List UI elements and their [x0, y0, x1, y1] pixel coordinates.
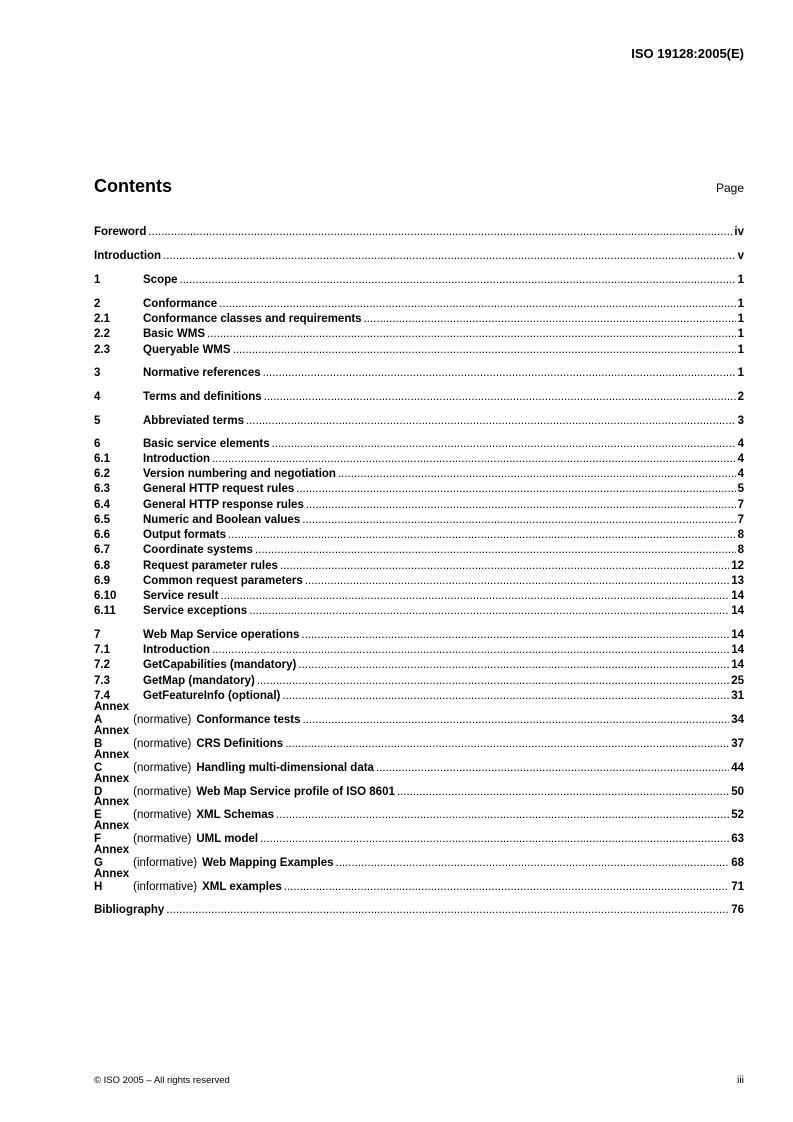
toc-leader-dots: [207, 328, 736, 341]
toc-entry-number: 3: [94, 367, 101, 379]
toc-leader-dots: [302, 714, 729, 727]
toc-entry-page: 12: [731, 560, 744, 572]
toc-leader-dots: [296, 483, 735, 496]
toc-entry[interactable]: [94, 773, 744, 799]
toc-entry-page: 68: [731, 857, 744, 869]
toc-entry-title: CRS Definitions: [196, 738, 284, 750]
toc-entry[interactable]: [94, 296, 744, 311]
toc-entry-number: 6: [94, 438, 101, 450]
toc-entry-page: 50: [731, 786, 744, 798]
toc-entry-title: General HTTP response rules: [143, 499, 304, 511]
toc-leader-dots: [246, 415, 736, 428]
toc-entry[interactable]: [94, 248, 744, 263]
footer-copyright: © ISO 2005 – All rights reserved: [94, 1075, 230, 1086]
toc-entry-title: XML Schemas: [196, 809, 275, 821]
toc-entry-title: Queryable WMS: [143, 344, 231, 356]
toc-leader-dots: [260, 833, 729, 846]
toc-entry-number: 7.3: [94, 675, 110, 687]
toc-entry[interactable]: [94, 466, 744, 481]
toc-entry[interactable]: [94, 868, 744, 894]
toc-entry-number: 6.9: [94, 575, 110, 587]
toc-entry-number: 6.11: [94, 605, 116, 617]
toc-entry-title: Output formats: [143, 529, 227, 541]
toc-entry[interactable]: [94, 820, 744, 846]
toc-entry-title: Request parameter rules: [143, 560, 278, 572]
toc-entry[interactable]: [94, 657, 744, 672]
footer-page-number: iii: [737, 1074, 744, 1086]
toc-entry-number: 6.8: [94, 560, 110, 572]
toc-entry-page: 44: [731, 762, 744, 774]
toc-leader-dots: [306, 499, 736, 512]
toc-entry-number: 7.1: [94, 644, 110, 656]
toc-entry[interactable]: [94, 642, 744, 657]
document-id: ISO 19128:2005(E): [631, 46, 744, 61]
toc-entry-number: 6.10: [94, 590, 117, 602]
toc-entry-title: Web Map Service operations: [143, 629, 300, 641]
toc-entry-number: 6.6: [94, 529, 110, 541]
toc-entry[interactable]: [94, 224, 744, 239]
toc-entry-number: 6.3: [94, 483, 110, 495]
toc-entry-title: Scope: [143, 274, 178, 286]
toc-entry-title: General HTTP request rules: [143, 483, 295, 495]
toc-entry-number: 7: [94, 629, 101, 641]
toc-entry-number: 4: [94, 391, 101, 403]
toc-leader-dots: [305, 575, 729, 588]
toc-leader-dots: [302, 514, 735, 527]
toc-annex-label: Annex C: [94, 749, 130, 774]
toc-entry-page: 8: [737, 544, 744, 556]
toc-annex-type: (informative): [133, 857, 198, 869]
toc-leader-dots: [282, 690, 729, 703]
toc-entry[interactable]: [94, 342, 744, 357]
toc-entry-page: 1: [737, 274, 744, 286]
toc-entry-title: Conformance tests: [196, 714, 301, 726]
toc-entry-title: Basic WMS: [143, 328, 205, 340]
toc-annex-type: (normative): [133, 833, 192, 845]
toc-leader-dots: [276, 809, 729, 822]
toc-leader-dots: [301, 629, 729, 642]
toc-leader-dots: [220, 590, 729, 603]
toc-entry-number: 7.4: [94, 690, 110, 702]
toc-leader-dots: [284, 881, 729, 894]
toc-entry[interactable]: [94, 902, 744, 917]
toc-leader-dots: [257, 675, 729, 688]
toc-entry-title: Conformance: [143, 298, 218, 310]
toc-entry[interactable]: [94, 573, 744, 588]
toc-entry[interactable]: [94, 497, 744, 512]
toc-entry[interactable]: [94, 844, 744, 870]
toc-entry-page: 5: [737, 483, 744, 495]
toc-entry-number: 6.1: [94, 453, 110, 465]
toc-entry-title: Handling multi-dimensional data: [196, 762, 374, 774]
toc-entry-title: UML model: [196, 833, 259, 845]
toc-entry-title: XML examples: [202, 881, 282, 893]
toc-annex-label: Annex D: [94, 773, 130, 798]
toc-entry-title: Introduction: [143, 644, 211, 656]
toc-entry[interactable]: [94, 749, 744, 775]
toc-entry-page: 76: [731, 904, 744, 916]
toc-entry[interactable]: [94, 688, 744, 703]
toc-entry[interactable]: [94, 512, 744, 527]
toc-entry-page: 1: [737, 298, 744, 310]
contents-title: Contents: [94, 176, 172, 196]
toc-entry-page: 14: [731, 605, 744, 617]
toc-entry-page: iv: [734, 226, 744, 238]
toc-annex-label: Annex A: [94, 701, 130, 726]
toc-leader-dots: [263, 367, 736, 380]
toc-entry-page: 2: [737, 391, 744, 403]
toc-entry[interactable]: [94, 542, 744, 557]
toc-entry-page: 1: [737, 313, 744, 325]
toc-entry-number: 6.4: [94, 499, 110, 511]
toc-entry-title: Service result: [143, 590, 219, 602]
toc-annex-type: (normative): [133, 786, 192, 798]
toc-entry[interactable]: [94, 436, 744, 451]
toc-entry-title: GetFeatureInfo (optional): [143, 690, 281, 702]
toc-leader-dots: [376, 762, 729, 775]
toc-entry-number: 5: [94, 415, 101, 427]
toc-leader-dots: [219, 298, 735, 311]
toc-entry-number: 2.3: [94, 344, 110, 356]
toc-entry-page: 8: [737, 529, 744, 541]
toc-annex-type: (informative): [133, 881, 198, 893]
toc-entry-page: 1: [737, 328, 744, 340]
toc-entry[interactable]: [94, 326, 744, 341]
toc-entry-number: 2: [94, 298, 101, 310]
toc-entry-number: 1: [94, 274, 101, 286]
toc-entry-title: Abbreviated terms: [143, 415, 244, 427]
toc-entry[interactable]: [94, 725, 744, 751]
toc-leader-dots: [180, 274, 736, 287]
toc-leader-dots: [336, 857, 730, 870]
toc-leader-dots: [285, 738, 729, 751]
toc-entry[interactable]: [94, 588, 744, 603]
toc-entry-page: 1: [737, 367, 744, 379]
toc-annex-label: Annex F: [94, 820, 130, 845]
page-column-label: Page: [715, 181, 744, 195]
toc-entry-title: Web Mapping Examples: [202, 857, 334, 869]
toc-annex-label: Annex G: [94, 844, 130, 869]
toc-entry[interactable]: [94, 796, 744, 822]
toc-entry-number: 6.7: [94, 544, 110, 556]
toc-entry-title: Web Map Service profile of ISO 8601: [196, 786, 395, 798]
toc-entry-title: Common request parameters: [143, 575, 303, 587]
toc-entry-page: 37: [731, 738, 744, 750]
toc-leader-dots: [212, 453, 736, 466]
toc-annex-type: (normative): [133, 738, 192, 750]
toc-entry-page: 52: [731, 809, 744, 821]
toc-entry-title: Version numbering and negotiation: [143, 468, 336, 480]
toc-annex-type: (normative): [133, 714, 192, 726]
toc-entry[interactable]: [94, 272, 744, 287]
toc-entry-number: 2.2: [94, 328, 110, 340]
toc-entry-number: 2.1: [94, 313, 110, 325]
toc-entry[interactable]: [94, 627, 744, 642]
toc-entry[interactable]: [94, 558, 744, 573]
toc-entry-title: GetMap (mandatory): [143, 675, 255, 687]
toc-leader-dots: [233, 344, 736, 357]
toc-entry-title: Normative references: [143, 367, 261, 379]
toc-leader-dots: [364, 313, 736, 326]
toc-entry-title: Terms and definitions: [143, 391, 262, 403]
toc-leader-dots: [272, 438, 736, 451]
toc-leader-dots: [249, 605, 729, 618]
toc-annex-type: (normative): [133, 809, 192, 821]
toc-entry-page: 4: [737, 468, 744, 480]
toc-entry-page: 25: [731, 675, 744, 687]
toc-leader-dots: [280, 560, 729, 573]
toc-entry-page: 31: [731, 690, 744, 702]
toc-leader-dots: [397, 786, 729, 799]
toc-leader-dots: [166, 904, 729, 917]
toc-entry-page: 34: [731, 714, 744, 726]
toc-annex-type: (normative): [133, 762, 192, 774]
toc-entry[interactable]: [94, 527, 744, 542]
toc-entry-title: Conformance classes and requirements: [143, 313, 362, 325]
toc-entry-number: 7.2: [94, 659, 110, 671]
toc-entry-page: 71: [731, 881, 744, 893]
toc-entry[interactable]: [94, 481, 744, 496]
toc-entry-number: 6.5: [94, 514, 110, 526]
toc-entry-title: Service exceptions: [143, 605, 248, 617]
toc-annex-label: Annex H: [94, 868, 130, 893]
toc-entry-title: Introduction: [143, 453, 211, 465]
toc-entry-page: 14: [731, 590, 744, 602]
toc-entry-page: 14: [731, 644, 744, 656]
toc-entry[interactable]: [94, 603, 744, 618]
toc-leader-dots: [264, 391, 736, 404]
toc-entry-number: 6.2: [94, 468, 110, 480]
toc-annex-label: Annex E: [94, 796, 130, 821]
toc-entry[interactable]: [94, 389, 744, 404]
toc-entry-page: 4: [737, 453, 744, 465]
toc-entry[interactable]: [94, 701, 744, 727]
toc-leader-dots: [298, 659, 729, 672]
toc-leader-dots: [212, 644, 729, 657]
toc-leader-dots: [163, 250, 736, 263]
toc-entry[interactable]: [94, 413, 744, 428]
toc-entry-page: 14: [731, 659, 744, 671]
toc-leader-dots: [338, 468, 736, 481]
toc-entry-page: 7: [737, 499, 744, 511]
toc-entry-page: 1: [737, 344, 744, 356]
toc-entry-page: 7: [737, 514, 744, 526]
toc-entry-title: Introduction: [94, 250, 162, 262]
toc-entry-title: Coordinate systems: [143, 544, 253, 556]
toc-entry[interactable]: [94, 365, 744, 380]
toc-entry[interactable]: [94, 311, 744, 326]
toc-entry-title: Bibliography: [94, 904, 165, 916]
toc-entry-page: v: [737, 250, 744, 262]
toc-entry-title: Basic service elements: [143, 438, 270, 450]
toc-entry-title: Foreword: [94, 226, 147, 238]
toc-entry[interactable]: [94, 673, 744, 688]
toc-entry-title: GetCapabilities (mandatory): [143, 659, 297, 671]
toc-entry-page: 3: [737, 415, 744, 427]
toc-entry-page: 63: [731, 833, 744, 845]
toc-leader-dots: [228, 529, 736, 542]
toc-entry-page: 4: [737, 438, 744, 450]
toc-annex-label: Annex B: [94, 725, 130, 750]
toc-entry-page: 13: [731, 575, 744, 587]
toc-entry-title: Numeric and Boolean values: [143, 514, 301, 526]
toc-leader-dots: [148, 226, 732, 239]
toc-entry[interactable]: [94, 451, 744, 466]
toc-leader-dots: [255, 544, 736, 557]
toc-entry-page: 14: [731, 629, 744, 641]
